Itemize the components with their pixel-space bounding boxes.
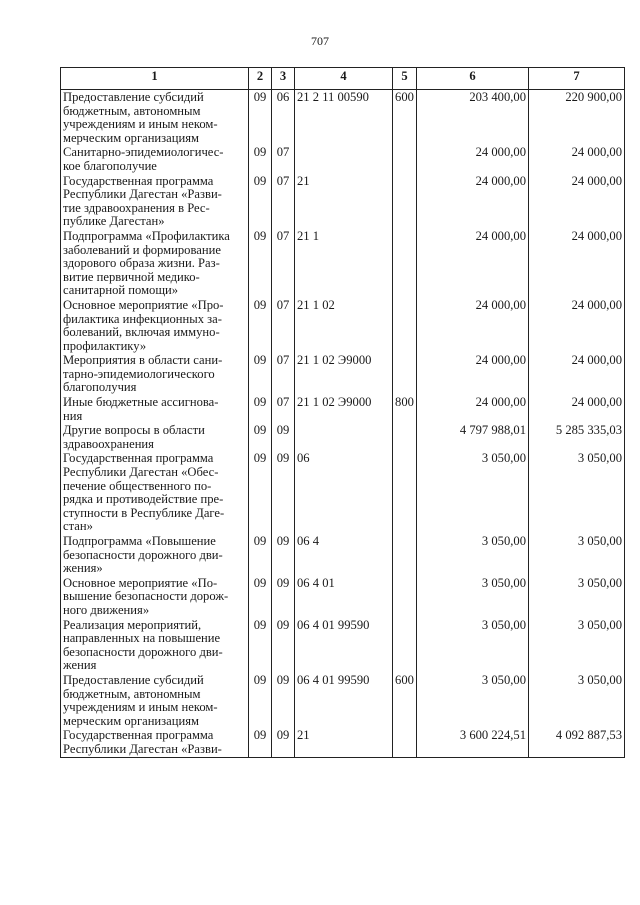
row-expense-type-cell — [393, 298, 417, 353]
row-amount-year2-cell: 24 000,00 — [529, 298, 625, 353]
row-name-cell: Подпрограмма «Повышение безопасности дорожного дви- жения» — [61, 534, 249, 576]
table-row — [61, 534, 625, 576]
row-name-cell: Другие вопросы в области здравоохранения — [61, 423, 249, 451]
header-cell: 1 — [61, 68, 249, 90]
header-cell: 4 — [295, 68, 393, 90]
row-target-code-cell: 21 1 02 Э9000 — [295, 395, 393, 423]
row-expense-type-cell — [393, 174, 417, 229]
row-amount-year1-cell: 203 400,00 — [417, 90, 529, 146]
table-row — [61, 174, 625, 229]
row-amount-year1-cell: 24 000,00 — [417, 395, 529, 423]
row-name-cell: Подпрограмма «Профилактика заболеваний и формирование здорового образа жизни. Раз- витие первичной медико- санитарной помощи» — [61, 229, 249, 298]
table-row — [61, 90, 625, 146]
row-subsection-cell: 09 — [272, 618, 295, 673]
header-cell: 2 — [249, 68, 272, 90]
table-row — [61, 728, 625, 757]
header-cell: 7 — [529, 68, 625, 90]
row-subsection-cell: 07 — [272, 174, 295, 229]
table-body — [61, 90, 625, 758]
row-section-cell: 09 — [249, 618, 272, 673]
row-amount-year1-cell: 3 050,00 — [417, 576, 529, 618]
row-amount-year2-cell: 24 000,00 — [529, 174, 625, 229]
row-amount-year2-cell: 3 050,00 — [529, 451, 625, 534]
row-target-code-cell: 21 2 11 00590 — [295, 90, 393, 146]
row-name-cell: Основное мероприятие «Про- филактика инфекционных за- болеваний, включая иммуно- профилактику» — [61, 298, 249, 353]
table-row — [61, 618, 625, 673]
row-section-cell: 09 — [249, 229, 272, 298]
row-amount-year1-cell: 3 050,00 — [417, 451, 529, 534]
table-row — [61, 673, 625, 728]
row-name-cell: Предоставление субсидий бюджетным, автономным учреждениям и иным неком- мерческим организациям — [61, 90, 249, 146]
row-name-cell: Государственная программа Республики Дагестан «Разви- тие здравоохранения в Рес- публике Дагестан» — [61, 174, 249, 229]
row-subsection-cell: 07 — [272, 145, 295, 173]
row-amount-year1-cell: 4 797 988,01 — [417, 423, 529, 451]
row-amount-year1-cell: 24 000,00 — [417, 353, 529, 395]
row-amount-year1-cell: 3 050,00 — [417, 534, 529, 576]
budget-table — [60, 67, 625, 758]
row-amount-year1-cell: 24 000,00 — [417, 145, 529, 173]
row-name-cell: Иные бюджетные ассигнова- ния — [61, 395, 249, 423]
row-target-code-cell: 21 — [295, 728, 393, 757]
table-row — [61, 298, 625, 353]
row-section-cell: 09 — [249, 576, 272, 618]
row-expense-type-cell — [393, 451, 417, 534]
page-number: 707 — [311, 34, 329, 48]
row-amount-year1-cell: 24 000,00 — [417, 174, 529, 229]
header-cell: 6 — [417, 68, 529, 90]
table-row — [61, 145, 625, 173]
table-row — [61, 576, 625, 618]
row-subsection-cell: 07 — [272, 298, 295, 353]
header-cell: 3 — [272, 68, 295, 90]
row-expense-type-cell: 800 — [393, 395, 417, 423]
row-subsection-cell: 09 — [272, 451, 295, 534]
row-section-cell: 09 — [249, 90, 272, 146]
row-target-code-cell: 21 1 02 Э9000 — [295, 353, 393, 395]
row-target-code-cell: 06 4 01 99590 — [295, 673, 393, 728]
header-cell: 5 — [393, 68, 417, 90]
row-expense-type-cell — [393, 728, 417, 757]
row-target-code-cell: 21 — [295, 174, 393, 229]
table-header-row — [61, 68, 625, 90]
row-subsection-cell: 07 — [272, 353, 295, 395]
row-name-cell: Санитарно-эпидемиологичес- кое благополучие — [61, 145, 249, 173]
row-amount-year2-cell: 4 092 887,53 — [529, 728, 625, 757]
row-amount-year2-cell: 3 050,00 — [529, 534, 625, 576]
row-amount-year2-cell: 3 050,00 — [529, 673, 625, 728]
row-name-cell: Государственная программа Республики Дагестан «Обес- печение общественного по- рядка и противодействие пре- ступности в Республике Даге- стан» — [61, 451, 249, 534]
row-target-code-cell — [295, 145, 393, 173]
row-subsection-cell: 07 — [272, 229, 295, 298]
row-target-code-cell: 21 1 — [295, 229, 393, 298]
table-row — [61, 423, 625, 451]
row-section-cell: 09 — [249, 145, 272, 173]
row-expense-type-cell — [393, 618, 417, 673]
row-expense-type-cell — [393, 534, 417, 576]
row-expense-type-cell — [393, 145, 417, 173]
row-target-code-cell — [295, 423, 393, 451]
row-amount-year2-cell: 3 050,00 — [529, 576, 625, 618]
row-section-cell: 09 — [249, 174, 272, 229]
row-amount-year1-cell: 24 000,00 — [417, 229, 529, 298]
row-name-cell: Мероприятия в области сани- тарно-эпидемиологического благополучия — [61, 353, 249, 395]
row-amount-year2-cell: 5 285 335,03 — [529, 423, 625, 451]
table-row — [61, 353, 625, 395]
row-expense-type-cell — [393, 423, 417, 451]
row-target-code-cell: 06 4 — [295, 534, 393, 576]
row-subsection-cell: 09 — [272, 673, 295, 728]
table-row — [61, 451, 625, 534]
row-section-cell: 09 — [249, 673, 272, 728]
row-section-cell: 09 — [249, 423, 272, 451]
row-subsection-cell: 09 — [272, 423, 295, 451]
table-row — [61, 229, 625, 298]
row-subsection-cell: 09 — [272, 534, 295, 576]
row-amount-year2-cell: 3 050,00 — [529, 618, 625, 673]
row-name-cell: Предоставление субсидий бюджетным, автономным учреждениям и иным неком- мерческим организациям — [61, 673, 249, 728]
row-subsection-cell: 09 — [272, 576, 295, 618]
row-amount-year2-cell: 220 900,00 — [529, 90, 625, 146]
row-expense-type-cell — [393, 229, 417, 298]
row-amount-year1-cell: 3 050,00 — [417, 673, 529, 728]
row-section-cell: 09 — [249, 534, 272, 576]
row-section-cell: 09 — [249, 451, 272, 534]
row-section-cell: 09 — [249, 395, 272, 423]
row-amount-year1-cell: 3 050,00 — [417, 618, 529, 673]
row-target-code-cell: 21 1 02 — [295, 298, 393, 353]
row-name-cell: Основное мероприятие «По- вышение безопасности дорож- ного движения» — [61, 576, 249, 618]
row-section-cell: 09 — [249, 298, 272, 353]
row-target-code-cell: 06 4 01 99590 — [295, 618, 393, 673]
row-section-cell: 09 — [249, 728, 272, 757]
row-name-cell: Государственная программа Республики Дагестан «Разви- — [61, 728, 249, 757]
table-row — [61, 395, 625, 423]
row-name-cell: Реализация мероприятий, направленных на повышение безопасности дорожного дви- жения — [61, 618, 249, 673]
row-subsection-cell: 06 — [272, 90, 295, 146]
row-amount-year2-cell: 24 000,00 — [529, 145, 625, 173]
row-amount-year2-cell: 24 000,00 — [529, 229, 625, 298]
row-expense-type-cell: 600 — [393, 673, 417, 728]
row-amount-year1-cell: 24 000,00 — [417, 298, 529, 353]
row-subsection-cell: 09 — [272, 728, 295, 757]
row-amount-year2-cell: 24 000,00 — [529, 395, 625, 423]
row-expense-type-cell: 600 — [393, 90, 417, 146]
row-section-cell: 09 — [249, 353, 272, 395]
row-expense-type-cell — [393, 576, 417, 618]
row-target-code-cell: 06 — [295, 451, 393, 534]
row-subsection-cell: 07 — [272, 395, 295, 423]
row-target-code-cell: 06 4 01 — [295, 576, 393, 618]
row-expense-type-cell — [393, 353, 417, 395]
row-amount-year2-cell: 24 000,00 — [529, 353, 625, 395]
row-amount-year1-cell: 3 600 224,51 — [417, 728, 529, 757]
